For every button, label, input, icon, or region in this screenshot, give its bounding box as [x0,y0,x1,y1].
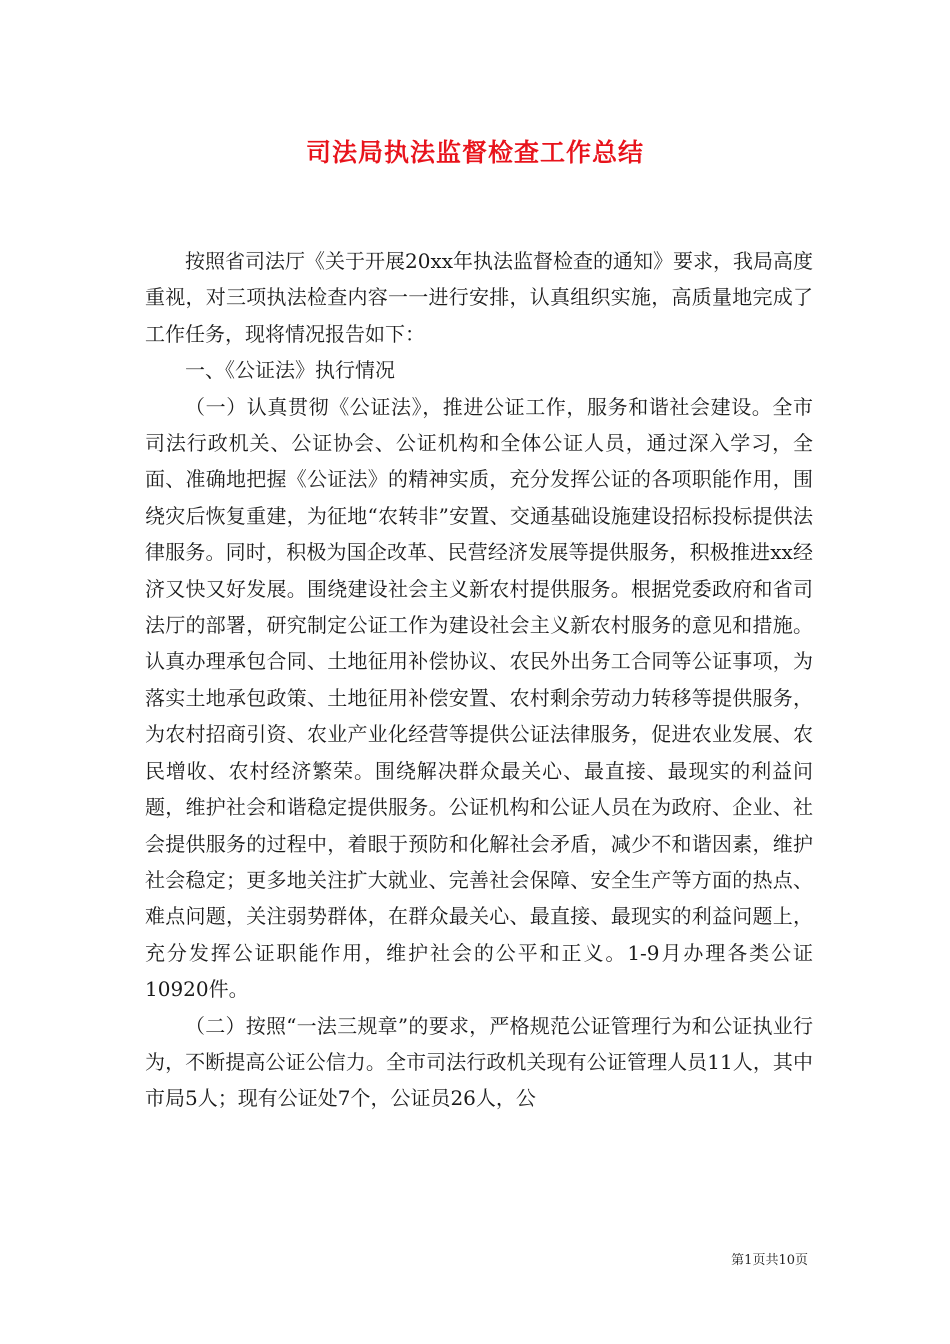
intro-paragraph: 按照省司法厅《关于开展20xx年执法监督检查的通知》要求，我局高度重视，对三项执法检查内容一一进行安排，认真组织实施，高质量地完成了工作任务，现将情况报告如下： [145,249,814,346]
page-number: 第1页共10页 [731,1253,808,1268]
document-title: 司法局执法监督检查工作总结 [305,138,644,167]
body-paragraph: （二）按照“一法三规章”的要求，严格规范公证管理行为和公证执业行为，不断提高公证公信力。全市司法行政机关现有公证管理人员11人，其中市局5人；现有公证处7个，公证员26人，公 [145,1013,813,1111]
body-paragraph: （一）认真贯彻《公证法》，推进公证工作，服务和谐社会建设。全市司法行政机关、公证协会、公证机构和全体公证人员，通过深入学习，全面、准确地把握《公证法》的精神实质，充分发挥公证的各项职能作用，围绕灾后恢复重建，为征地“农转非”安置、交通基础设施建设招标投标提供法律服务。同时，积极为国企改革、民营经济发展等提供服务，积极推进xx经济又快又好发展。围绕建设社会主义新农村提供服务。根据党委政府和省司法厅的部署，研究制定公证工作为建设社会主义新农村服务的意见和措施。认真办理承包合同、土地征用补偿协议、农民外出务工合同等公证事项，为落实土地承包政策、土地征用补偿安置、农村剩余劳动力转移等提供服务，为农村招商引资、农业产业化经营等提供公证法律服务，促进农业发展、农民增收、农村经济繁荣。围绕解决群众最关心、最直接、最现实的利益问题，维护社会和谐稳定提供服务。公证机构和公证人员在为政府、企业、社会提供服务的过程中，着眼于预防和化解社会矛盾，减少不和谐因素，维护社会稳定；更多地关注扩大就业、完善社会保障、安全生产等方面的热点、难点问题，关注弱势群体，在群众最关心、最直接、最现实的利益问题上，充分发挥公证职能作用，维护社会的公平和正义。1-9月办理各类公证10920件。 [145,394,813,1002]
document-body [145,243,813,1117]
section-heading: 一、《公证法》执行情况 [185,358,395,383]
